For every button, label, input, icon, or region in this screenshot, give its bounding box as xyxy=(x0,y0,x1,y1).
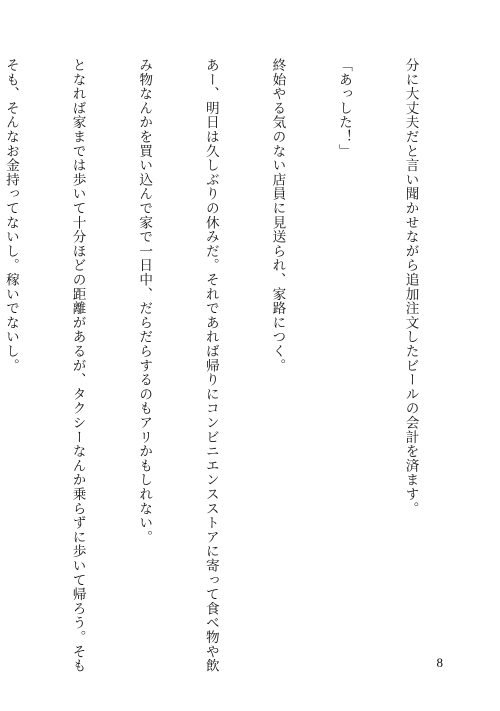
text-line: あー、明日は久しぶりの休みだ。それであれば帰りにコンビニエンスストアに寄って食べ物や飲 xyxy=(202,58,219,673)
text-line: 終始やる気のない店員に見送られ、家路につく。 xyxy=(269,58,286,373)
vertical-text-body xyxy=(2,58,466,673)
text-line: となれば家までは歩いて十分ほどの距離があるが、タクシーなんか乗らずに歩いて帰ろう。そも xyxy=(69,58,86,673)
text-line: み物なんかを買い込んで家で一日中、だらだらするのもアリかもしれない。 xyxy=(136,58,153,545)
text-line: そも、そんなお金持ってないし。稼いでないし。 xyxy=(2,58,19,373)
text-line: 「あっした！」 xyxy=(335,58,352,159)
text-line: 分に大丈夫だと言い聞かせながら追加注文したビールの会計を済ます。 xyxy=(402,58,419,516)
page-number: 8 xyxy=(436,655,443,670)
